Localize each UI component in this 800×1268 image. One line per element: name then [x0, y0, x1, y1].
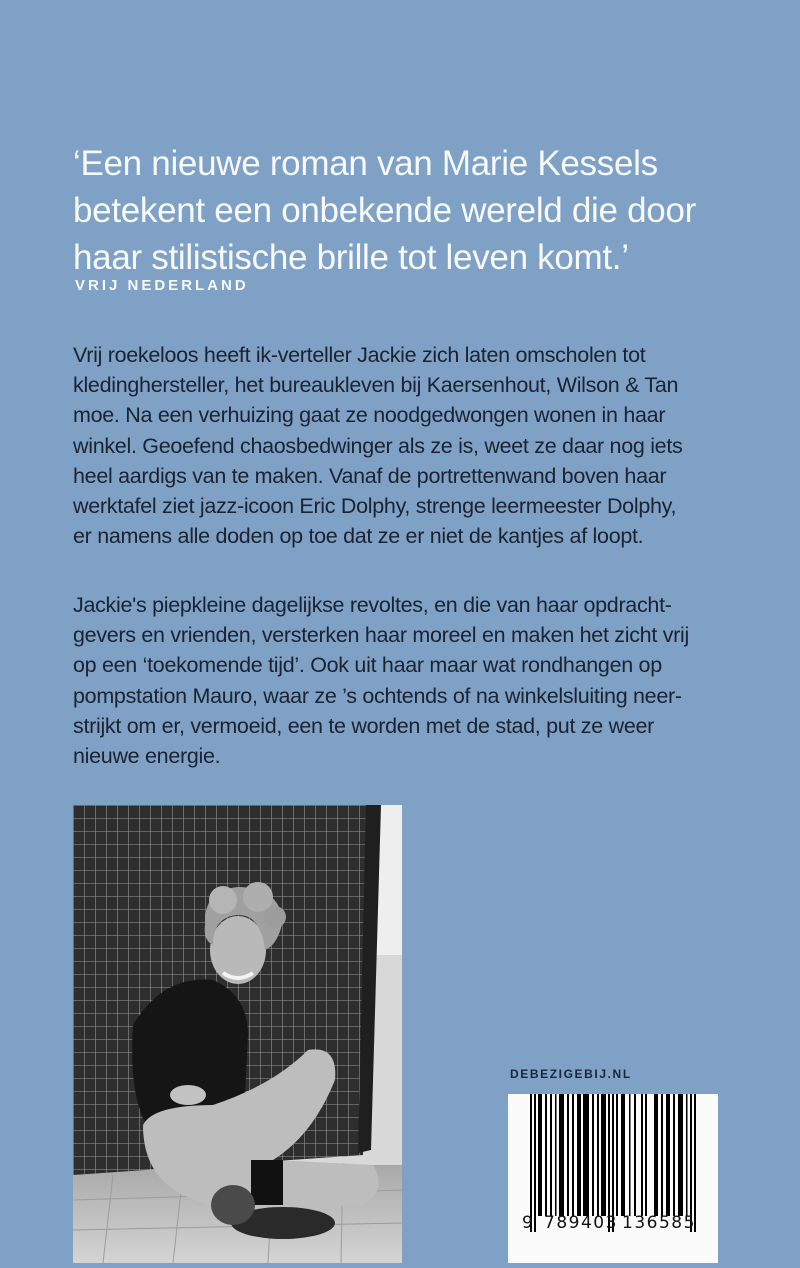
blurb-line: Vrij roekeloos heeft ik-verteller Jackie zich laten omscholen tot [73, 343, 646, 367]
quote-line: betekent een onbekende wereld die door [73, 191, 696, 230]
blurb-line: gevers en vrienden, versterken haar moreel en maken het zicht vrij [73, 623, 689, 648]
blurb-line: moe. Na een verhuizing gaat ze noodgedwongen wonen in haar [73, 403, 666, 428]
blurb-line: pompstation Mauro, waar ze ’s ochtends of na winkelsluiting neer- [73, 683, 682, 708]
blurb-paragraph-2 [73, 590, 733, 771]
barcode-digits-left: 789403 [544, 1213, 618, 1233]
blurb-line: kledinghersteller, het bureaukleven bij Kaersenhout, Wilson & Tan [73, 373, 679, 398]
isbn-barcode [508, 1094, 718, 1263]
barcode-digit-prefix: 9 [522, 1213, 533, 1233]
quote-line: haar stilistische brille tot leven komt.’ [73, 238, 629, 277]
blurb-line: winkel. Geoefend chaosbedwinger als ze is, weet ze daar nog iets [73, 433, 683, 458]
quote-line: ‘Een nieuwe roman van Marie Kessels [73, 144, 658, 183]
author-photo [73, 805, 402, 1263]
review-quote [73, 140, 753, 281]
blurb-line: heel aardigs van te maken. Vanaf de portrettenwand boven haar [73, 463, 667, 488]
barcode-digits [522, 1213, 722, 1235]
blurb-line: werktafel ziet jazz-icoon Eric Dolphy, strenge leermeester Dolphy, [73, 494, 677, 519]
blurb-line: er namens alle doden op toe dat ze er niet de kantjes af loopt. [73, 524, 644, 549]
barcode-bars [508, 1094, 718, 1263]
blurb-paragraph-1 [73, 340, 733, 551]
blurb-line: strijkt om er, vermoeid, een te worden met de stad, put ze weer [73, 713, 654, 738]
publisher-website: DEBEZIGEBIJ.NL [510, 1067, 632, 1081]
barcode-digits-right: 136585 [622, 1213, 696, 1233]
quote-source: VRIJ NEDERLAND [75, 277, 249, 294]
author-photo-image [73, 805, 402, 1263]
blurb-line: Jackie's piepkleine dagelijkse revoltes, en die van haar opdracht- [73, 593, 672, 617]
blurb-line: op een ‘toekomende tijd’. Ook uit haar maar wat rondhangen op [73, 653, 662, 678]
blurb-line: nieuwe energie. [73, 744, 221, 769]
